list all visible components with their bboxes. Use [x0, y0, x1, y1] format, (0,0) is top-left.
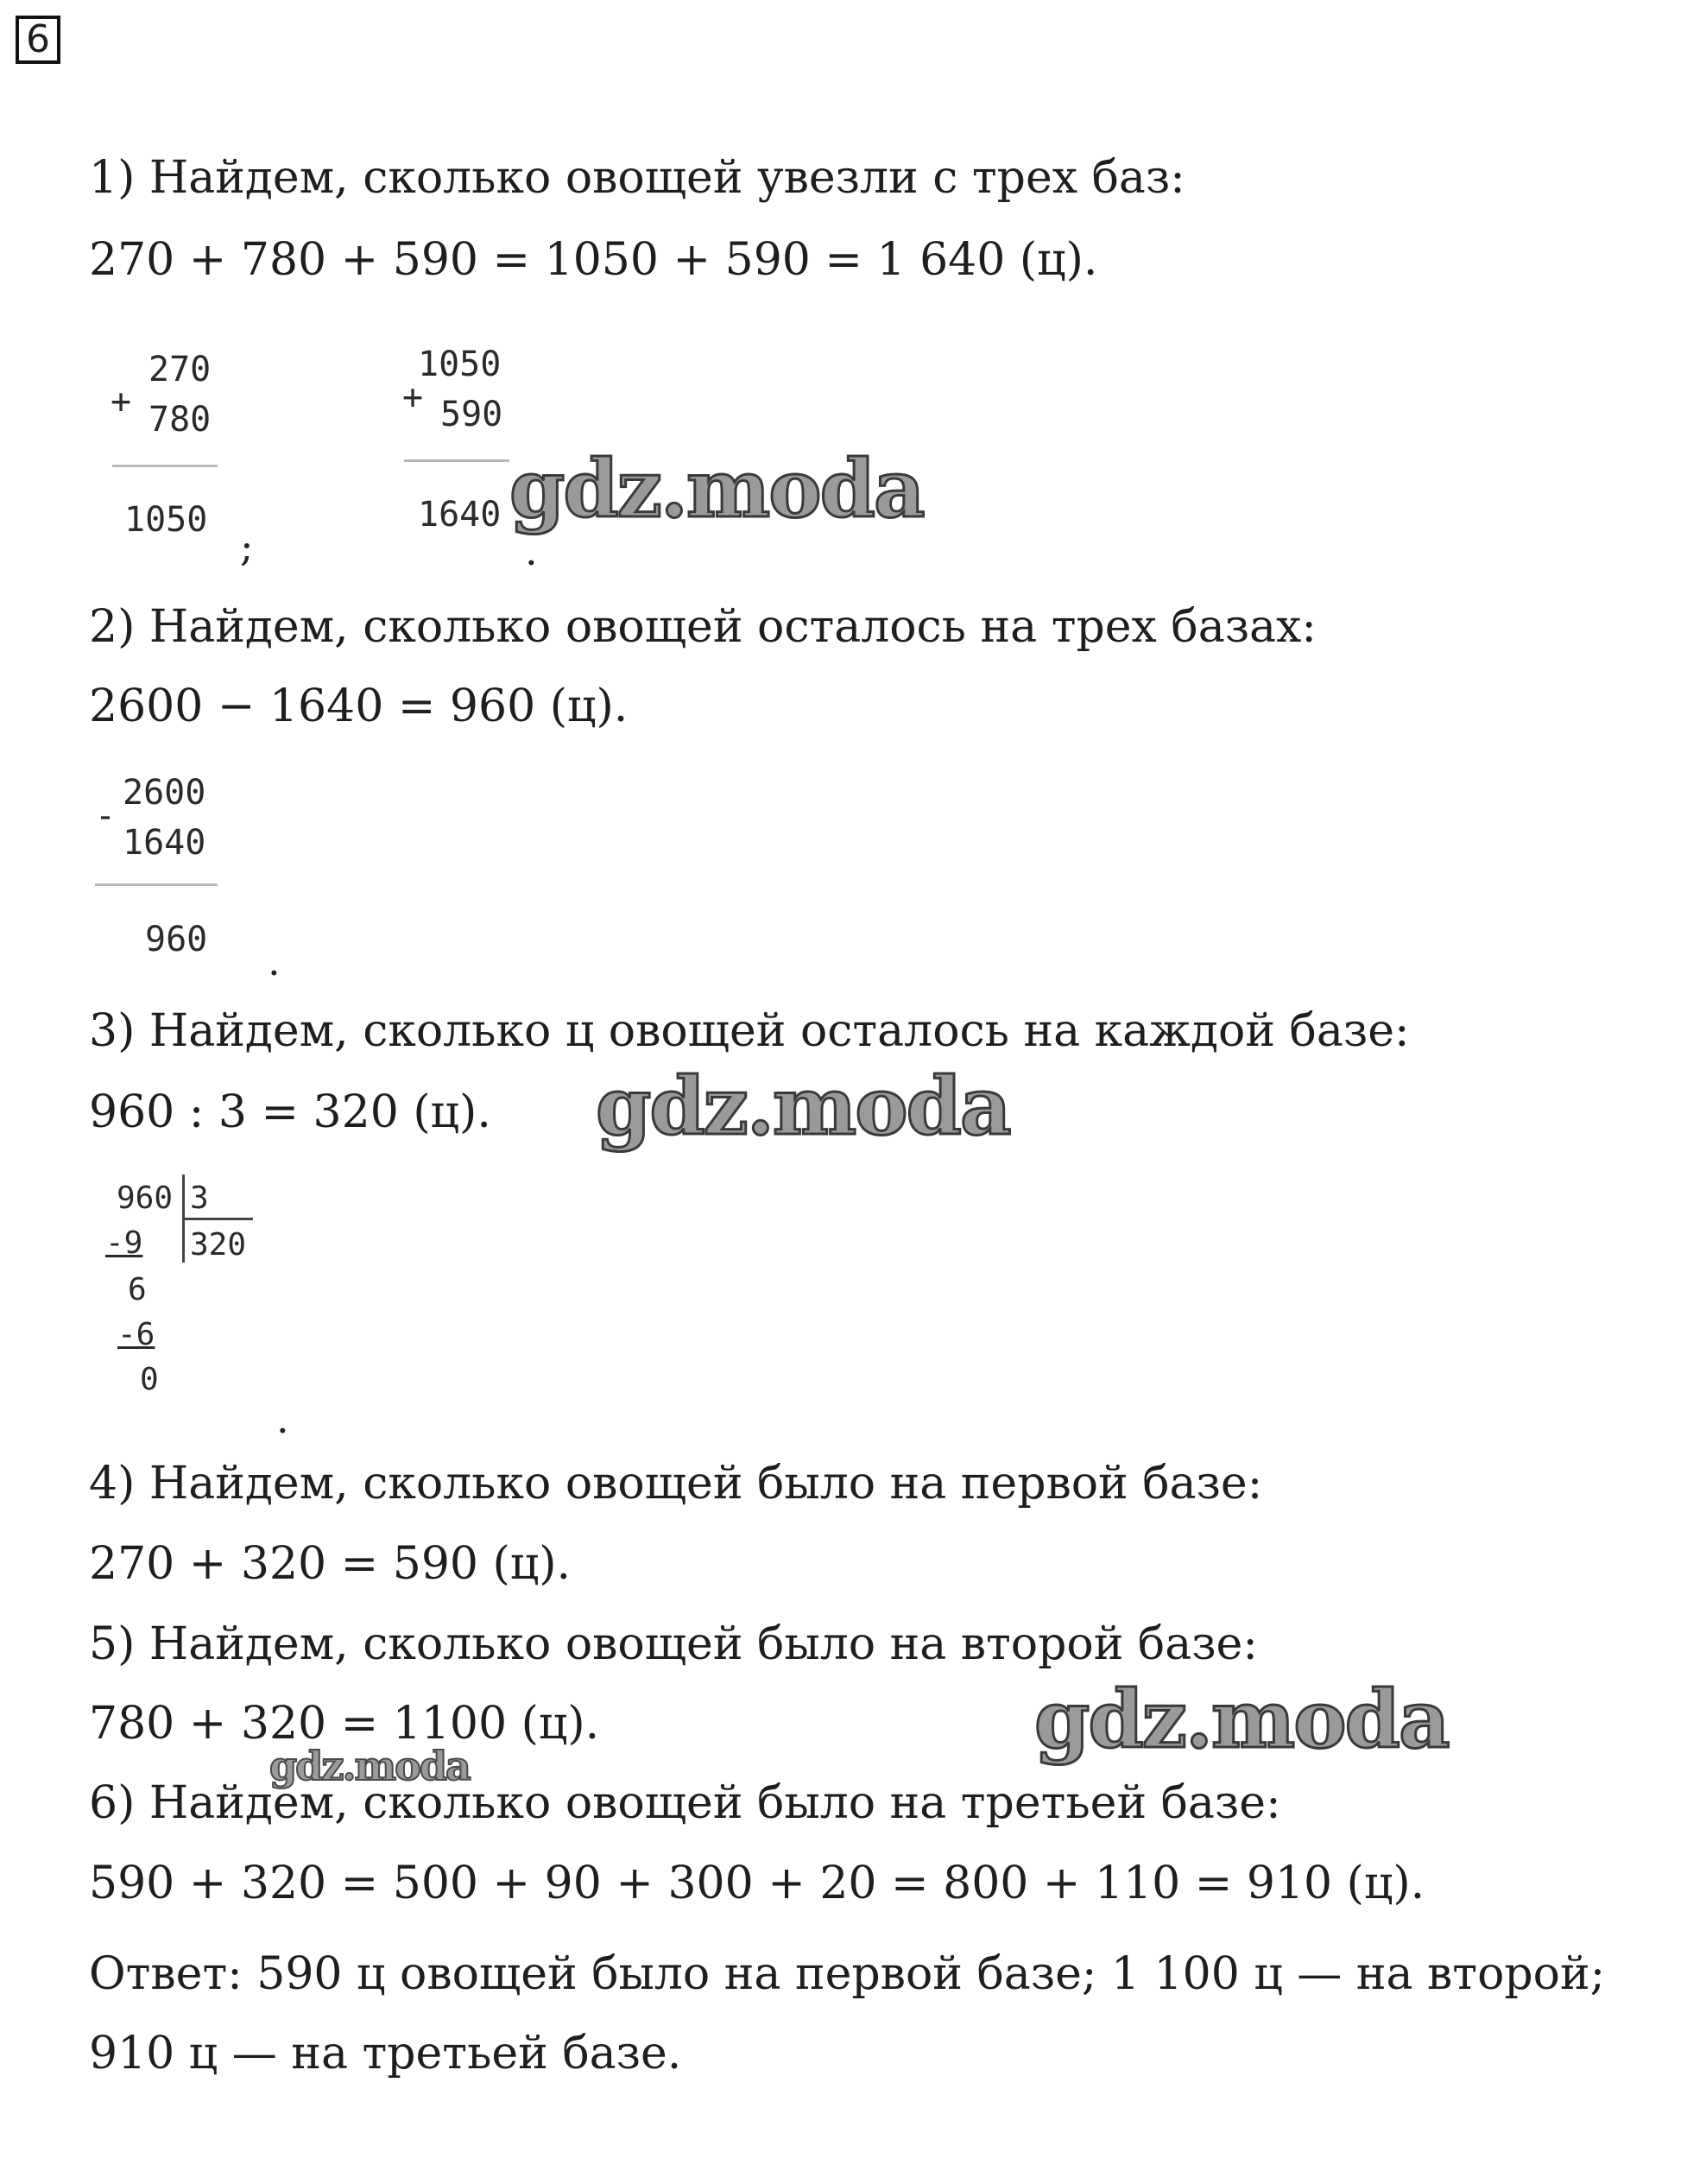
answer-line-1: Ответ: 590 ц овощей было на первой базе; 1 100 ц — на второй;	[89, 1948, 1606, 2000]
watermark-logo: gdz.moda	[269, 1743, 470, 1789]
difference-result: 960	[145, 920, 208, 959]
separator-dot: .	[276, 1396, 289, 1442]
separator-semicolon: ;	[240, 523, 254, 570]
addend-bottom: 780	[148, 400, 212, 440]
sum-line	[404, 459, 509, 462]
watermark-logo: gdz.moda	[1034, 1673, 1449, 1766]
sum-result: 1050	[124, 500, 208, 540]
watermark-logo: gdz.moda	[596, 1060, 1010, 1153]
separator-dot: .	[525, 528, 538, 574]
step-3-heading: 3) Найдем, сколько ц овощей осталось на каждой базе:	[89, 1005, 1410, 1057]
addend-top: 1050	[418, 345, 502, 384]
addend-bottom: 590	[440, 395, 503, 434]
step-2-expression: 2600 − 1640 = 960 (ц).	[89, 681, 629, 732]
step-5-heading: 5) Найдем, сколько овощей было на второй базе:	[89, 1618, 1258, 1670]
problem-number-badge: 6	[16, 16, 60, 64]
answer-line-2: 910 ц — на третьей базе.	[89, 2028, 682, 2080]
division-step: 6	[128, 1272, 147, 1307]
division-step: 0	[140, 1362, 159, 1397]
divisor: 3	[190, 1181, 209, 1216]
minus-sign: -	[95, 796, 117, 836]
sum-result: 1640	[418, 495, 502, 535]
sum-line	[112, 465, 218, 467]
step-6-expression: 590 + 320 = 500 + 90 + 300 + 20 = 800 + 110 = 910 (ц).	[89, 1858, 1425, 1909]
step-3-expression: 960 : 3 = 320 (ц).	[89, 1086, 491, 1138]
plus-sign: +	[111, 382, 132, 421]
step-4-expression: 270 + 320 = 590 (ц).	[89, 1538, 572, 1590]
step-6-heading: 6) Найдем, сколько овощей было на третьей базе:	[89, 1777, 1281, 1829]
subtrahend: 1640	[123, 823, 206, 863]
step-1-expression: 270 + 780 + 590 = 1050 + 590 = 1 640 (ц).	[89, 234, 1098, 286]
addend-top: 270	[148, 350, 212, 389]
step-4-heading: 4) Найдем, сколько овощей было на первой базе:	[89, 1458, 1263, 1510]
difference-line	[95, 883, 218, 886]
division-step: -6	[117, 1317, 155, 1352]
dividend: 960	[117, 1181, 174, 1216]
division-step: -9	[105, 1225, 143, 1261]
separator-dot: .	[268, 938, 281, 984]
step-2-heading: 2) Найдем, сколько овощей осталось на трех базах:	[89, 601, 1317, 653]
step-5-expression: 780 + 320 = 1100 (ц).	[89, 1698, 600, 1750]
division-horizontal-line	[182, 1218, 253, 1220]
step-1-heading: 1) Найдем, сколько овощей увезли с трех баз:	[89, 152, 1185, 204]
quotient: 320	[190, 1227, 247, 1263]
minuend: 2600	[123, 773, 206, 813]
watermark-logo: gdz.moda	[509, 442, 924, 535]
plus-sign: +	[402, 377, 424, 417]
